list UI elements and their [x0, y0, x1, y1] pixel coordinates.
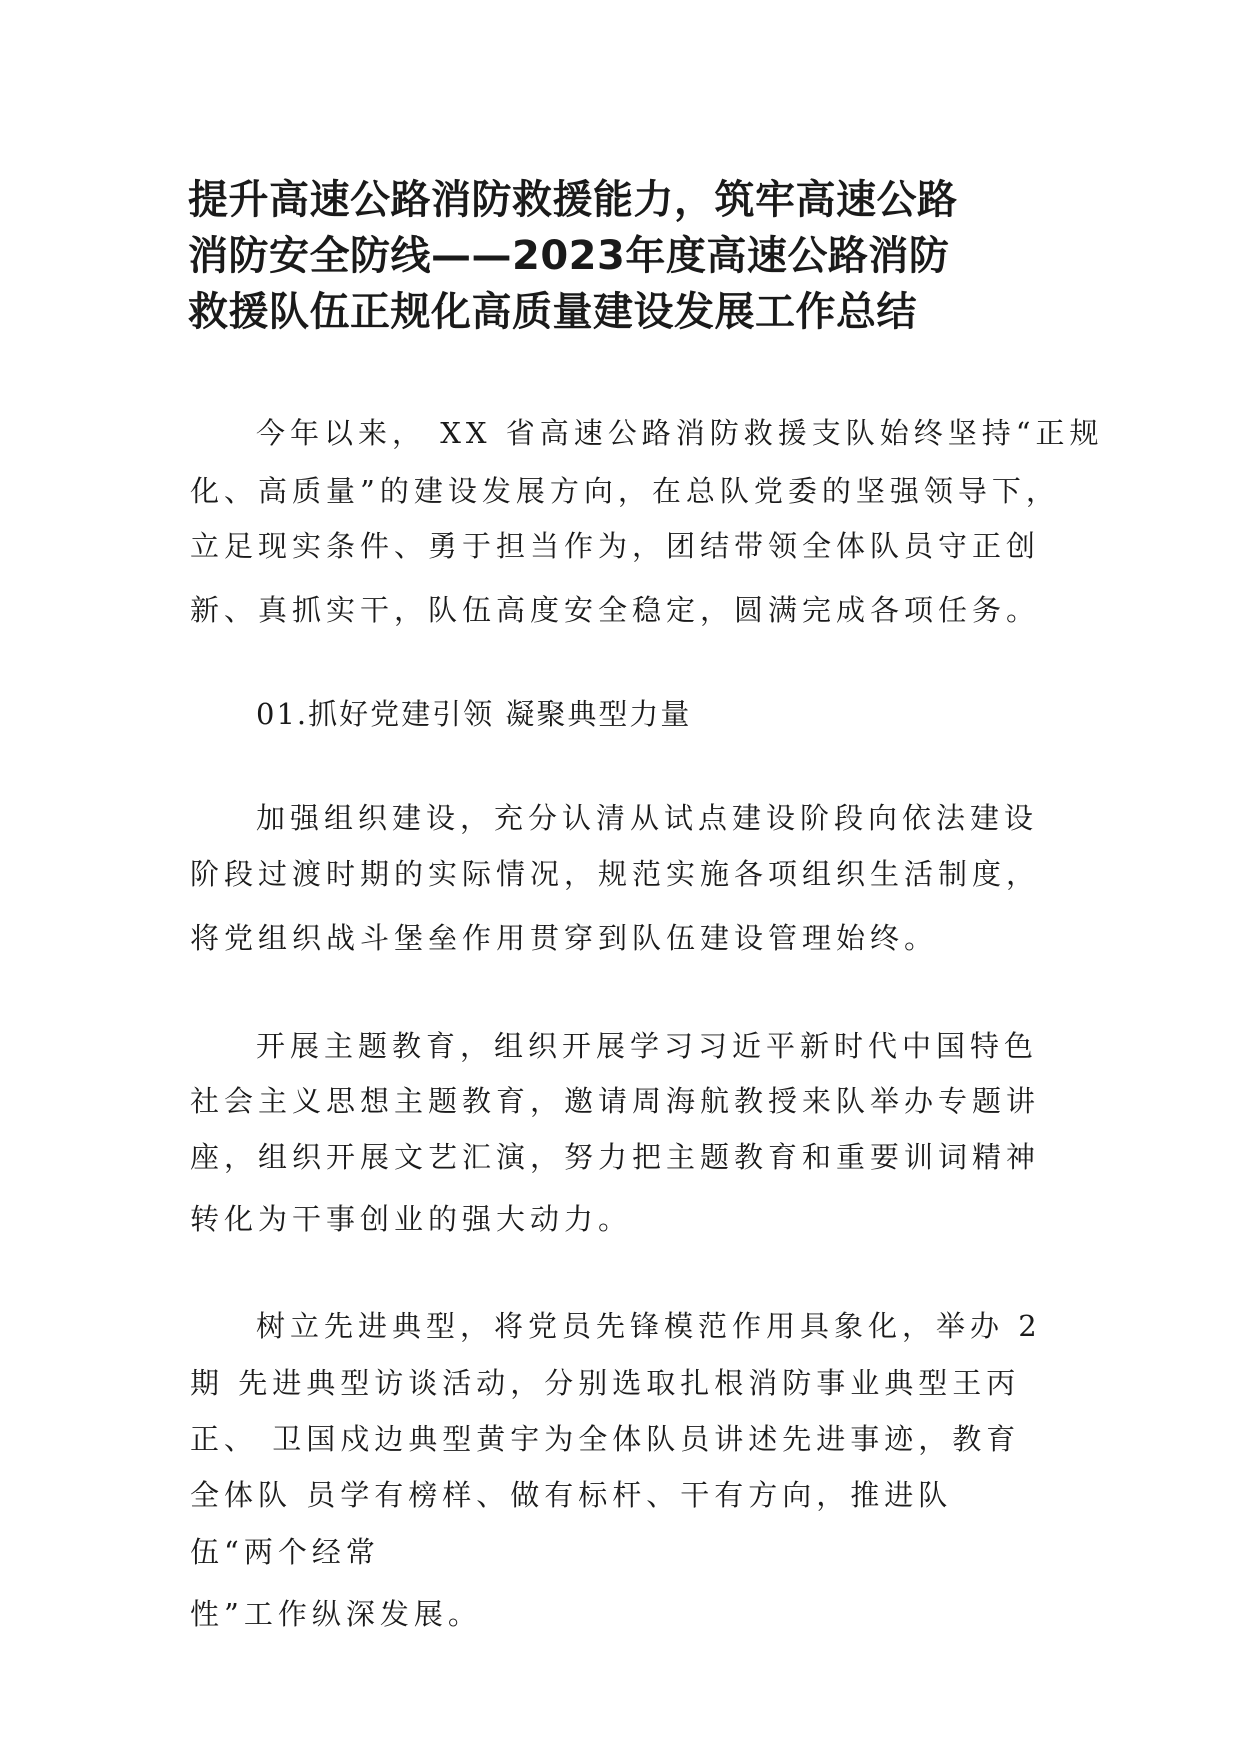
text-line: 树立先进典型，将党员先锋模范作用具象化，举办 2 — [256, 1309, 1042, 1343]
text-line: 化、高质量”的建设发展方向，在总队党委的坚强领导下， — [190, 474, 1060, 508]
text-line: 正、 卫国戍边典型黄宇为全体队员讲述先进事迹，教育 — [190, 1422, 1021, 1456]
text-line: 转化为干事创业的强大动力。 — [190, 1202, 633, 1236]
text-line: 将党组织战斗堡垒作用贯穿到队伍建设管理始终。 — [190, 921, 939, 955]
text-line: 期 先进典型访谈活动，分别选取扎根消防事业典型王丙 — [190, 1366, 1021, 1400]
text-line: 新、真抓实干，队伍高度安全稳定，圆满完成各项任务。 — [190, 593, 1041, 627]
text-line: 阶段过渡时期的实际情况，规范实施各项组织生活制度， — [190, 857, 1041, 891]
text-line: 座，组织开展文艺汇演，努力把主题教育和重要训词精神 — [190, 1140, 1041, 1174]
text-line: 立足现实条件、勇于担当作为，团结带领全体队员守正创 — [190, 529, 1041, 563]
section-heading-text: 01.抓好党建引领 凝聚典型力量 — [256, 697, 692, 731]
text-line: 开展主题教育，组织开展学习习近平新时代中国特色 — [256, 1029, 1039, 1063]
title-line: 消防安全防线——2023年度高速公路消防 — [188, 233, 950, 279]
text-line: 全体队 员学有榜样、做有标杆、干有方向，推进队 — [190, 1478, 953, 1512]
text-line: 社会主义思想主题教育，邀请周海航教授来队举办专题讲 — [190, 1084, 1041, 1118]
text-line: 加强组织建设，充分认清从试点建设阶段向依法建设 — [256, 801, 1039, 835]
title-line: 救援队伍正规化高质量建设发展工作总结 — [188, 289, 917, 335]
document-title — [188, 172, 1068, 340]
text-line: 性”工作纵深发展。 — [190, 1597, 482, 1631]
text-line: 今年以来， XX 省高速公路消防救援支队始终坚持“正规 — [256, 416, 1104, 450]
title-line: 提升高速公路消防救援能力，筑牢高速公路 — [188, 177, 958, 223]
text-line: 伍“两个经常 — [190, 1535, 380, 1569]
